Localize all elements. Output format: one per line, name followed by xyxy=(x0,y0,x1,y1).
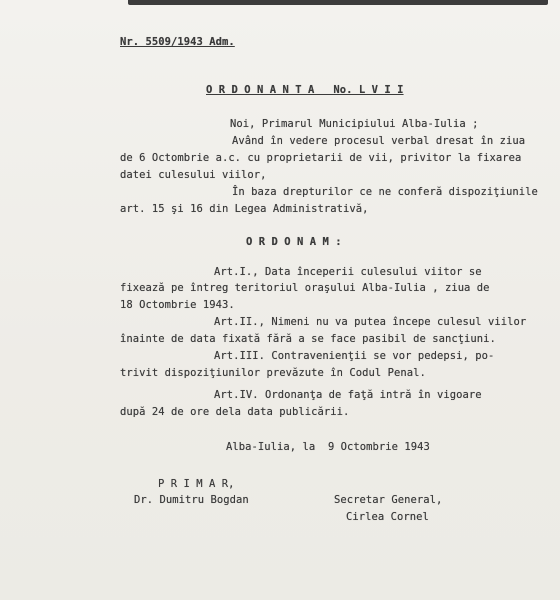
secretary-name: Cirlea Cornel xyxy=(346,511,429,523)
intro-line-5: În baza drepturilor ce ne conferă dispoziţiunile xyxy=(232,186,538,198)
article-line-8: Art.IV. Ordonanţa de faţă intră în vigoare xyxy=(214,389,482,401)
mayor-title: P R I M A R, xyxy=(158,478,235,490)
article-line-5: înainte de data fixată fără a se face pasibil de sancţiuni. xyxy=(120,333,496,345)
article-line-6: Art.III. Contravenienţii se vor pedepsi, po- xyxy=(214,350,495,362)
intro-line-2: Având în vedere procesul verbal dresat în ziua xyxy=(232,135,526,147)
intro-line-6: art. 15 şi 16 din Legea Administrativă, xyxy=(120,203,369,215)
ordonam-heading: O R D O N A M : xyxy=(246,236,342,248)
place-date: Alba-Iulia, la 9 Octombrie 1943 xyxy=(226,441,430,453)
intro-line-1: Noi, Primarul Municipiului Alba-Iulia ; xyxy=(230,118,479,130)
intro-line-4: datei culesului viilor, xyxy=(120,169,267,181)
top-border-rule xyxy=(128,0,548,5)
article-line-7: trivit dispoziţiunilor prevăzute în Codul Penal. xyxy=(120,367,426,379)
article-line-3: 18 Octombrie 1943. xyxy=(120,299,235,311)
article-line-2: fixează pe întreg teritoriul oraşului Alba-Iulia , ziua de xyxy=(120,282,490,294)
secretary-title: Secretar General, xyxy=(334,494,443,506)
article-line-9: după 24 de ore dela data publicării. xyxy=(120,406,350,418)
article-line-1: Art.I., Data începerii culesului viitor se xyxy=(214,266,482,278)
mayor-name: Dr. Dumitru Bogdan xyxy=(134,494,249,506)
article-line-4: Art.II., Nimeni nu va putea începe culesul viilor xyxy=(214,316,527,328)
intro-line-3: de 6 Octombrie a.c. cu proprietarii de vii, privitor la fixarea xyxy=(120,152,522,164)
document-reference: Nr. 5509/1943 Adm. xyxy=(120,36,235,48)
document-title: O R D O N A N T A No. L V I I xyxy=(206,84,404,96)
